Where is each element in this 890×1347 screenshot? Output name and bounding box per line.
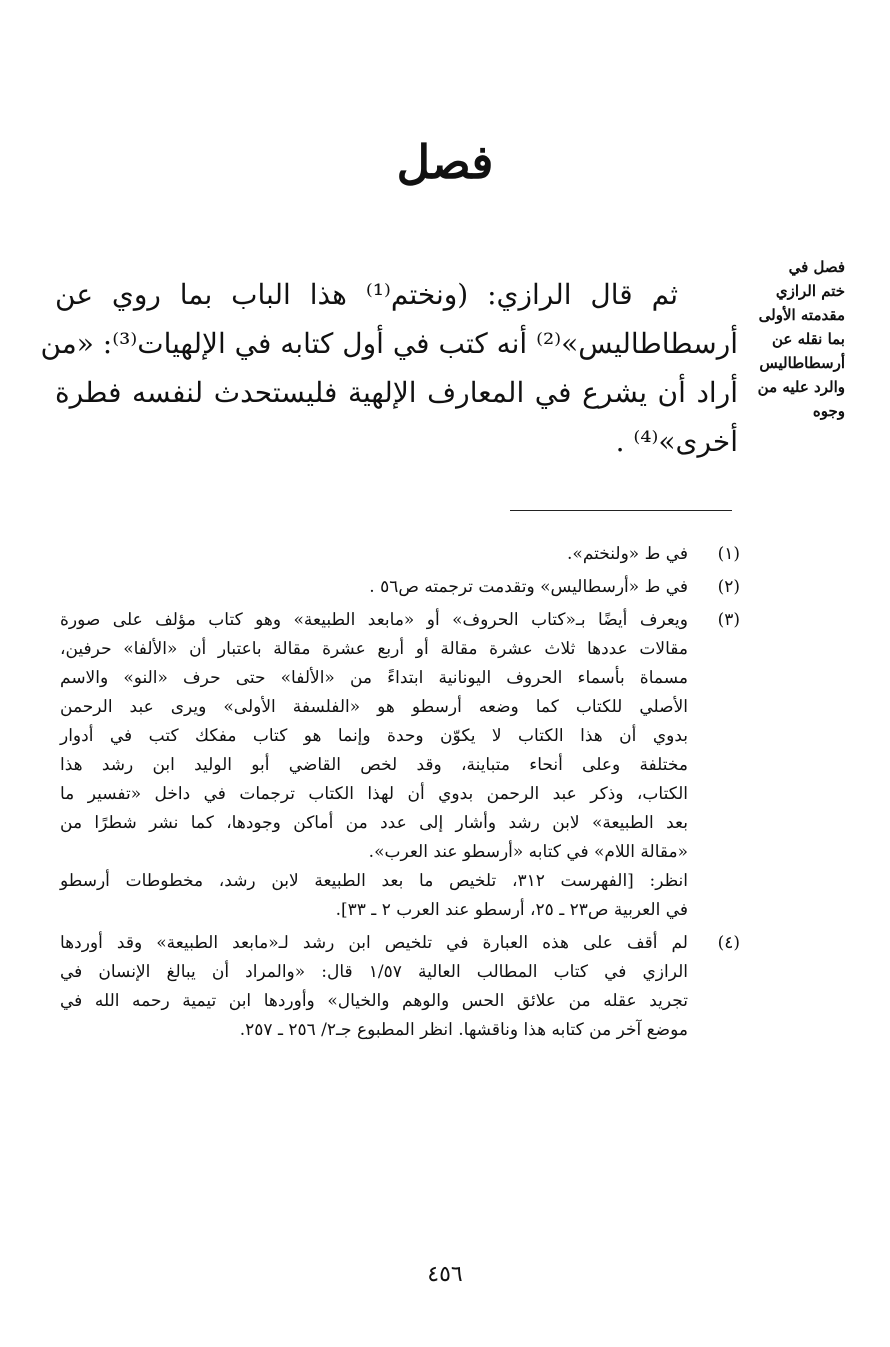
margin-note-line: أرسطاطاليس xyxy=(759,354,845,372)
main-paragraph xyxy=(40,270,738,466)
footnote-line: مقالات عددها ثلاث عشرة مقالة أو أربع عشرة مقالة باعتبار أن «الألفا» حرفين، xyxy=(60,639,688,659)
footnote-line: لم أقف على هذه العبارة في تلخيص ابن رشد لـ«مابعد الطبيعة» وقد أوردها xyxy=(60,933,688,953)
main-text-line: أرسطاطاليس»⁽²⁾ أنه كتب في أول كتابه في الإلهيات⁽³⁾: «من xyxy=(40,327,738,360)
main-text-line: أراد أن يشرع في المعارف الإلهية فليستحدث لنفسه فطرة xyxy=(55,376,738,409)
footnote-separator xyxy=(510,510,732,511)
footnote-line: في ط «أرسطاليس» وتقدمت ترجمته ص٥٦ . xyxy=(369,577,688,597)
footnote-line: مختلفة وعلى أنحاء متباينة، وقد لخص القاضي أبو الوليد ابن رشد هذا xyxy=(60,755,688,775)
footnote-line: ويعرف أيضًا بـ«كتاب الحروف» أو «مابعد الطبيعة» وهو كتاب مؤلف على صورة xyxy=(60,610,688,630)
footnote-line: تجريد عقله من علائق الحس والوهم والخيال» وأوردها ابن تيمية رحمه الله في xyxy=(60,991,688,1011)
margin-note-line: ختم الرازي xyxy=(775,282,845,300)
footnote-line: انظر: [الفهرست ٣١٢، تلخيص ما بعد الطبيعة لابن رشد، مخطوطات أرسطو xyxy=(60,871,688,891)
margin-note-line: وجوه xyxy=(812,402,845,420)
main-text-line: ثم قال الرازي: (ونختم⁽¹⁾ هذا الباب بما روي عن xyxy=(55,278,678,311)
footnote-line: الكتاب، وذكر عبد الرحمن بدوي أن لهذا الكتاب ترجمات في داخل «تفسير ما xyxy=(60,784,688,804)
footnote-line: «مقالة اللام» في كتابه «أرسطو عند العرب». xyxy=(368,842,688,862)
footnote-line: الأصلي للكتاب كما وضعه أرسطو هو «الفلسفة الأولى» ويرى عبد الرحمن xyxy=(60,697,688,717)
footnote-line: في العربية ص٢٣ ـ ٢٥، أرسطو عند العرب ٢ ـ ٣٣]. xyxy=(335,900,688,920)
footnote-line: مسماة بأسماء الحروف اليونانية ابتداءً من «الألفا» حتى حرف «النو» والاسم xyxy=(60,668,688,688)
footnotes xyxy=(60,540,740,1049)
footnote-line: الرازي في كتاب المطالب العالية ١/٥٧ قال: «والمراد أن يبالغ الإنسان في xyxy=(60,962,688,982)
footnote-number: (٢) xyxy=(717,577,740,597)
footnote-line: موضع آخر من كتابه هذا وناقشها. انظر المطبوع جـ٢/ ٢٥٦ ـ ٢٥٧. xyxy=(239,1020,688,1040)
footnote-3 xyxy=(60,606,740,925)
section-title: فصل xyxy=(396,135,494,189)
main-text-line: أخرى»⁽⁴⁾ . xyxy=(615,425,738,458)
margin-note-line: فصل في xyxy=(788,258,845,276)
margin-note-line: والرد عليه من xyxy=(757,378,845,396)
footnote-4 xyxy=(60,929,740,1045)
margin-note-line: مقدمته الأولى xyxy=(758,306,845,324)
margin-note-line: بما نقله عن xyxy=(771,330,845,348)
footnote-2 xyxy=(60,573,740,602)
footnote-number: (٤) xyxy=(717,933,740,953)
margin-note xyxy=(750,255,845,423)
footnote-line: في ط «ولنختم». xyxy=(567,544,688,564)
footnote-1 xyxy=(60,540,740,569)
footnote-line: بعد الطبيعة» لابن رشد وأشار إلى عدد من أماكن وجودها، كما نشر شطرًا من xyxy=(60,813,688,833)
page-number: ٤٥٦ xyxy=(427,1262,463,1287)
footnote-number: (٣) xyxy=(717,610,740,630)
footnote-line: بدوي أن هذا الكتاب لا يكوّن وحدة وإنما هو كتاب مفكك كتب في أدوار xyxy=(60,726,688,746)
footnote-number: (١) xyxy=(717,544,740,564)
